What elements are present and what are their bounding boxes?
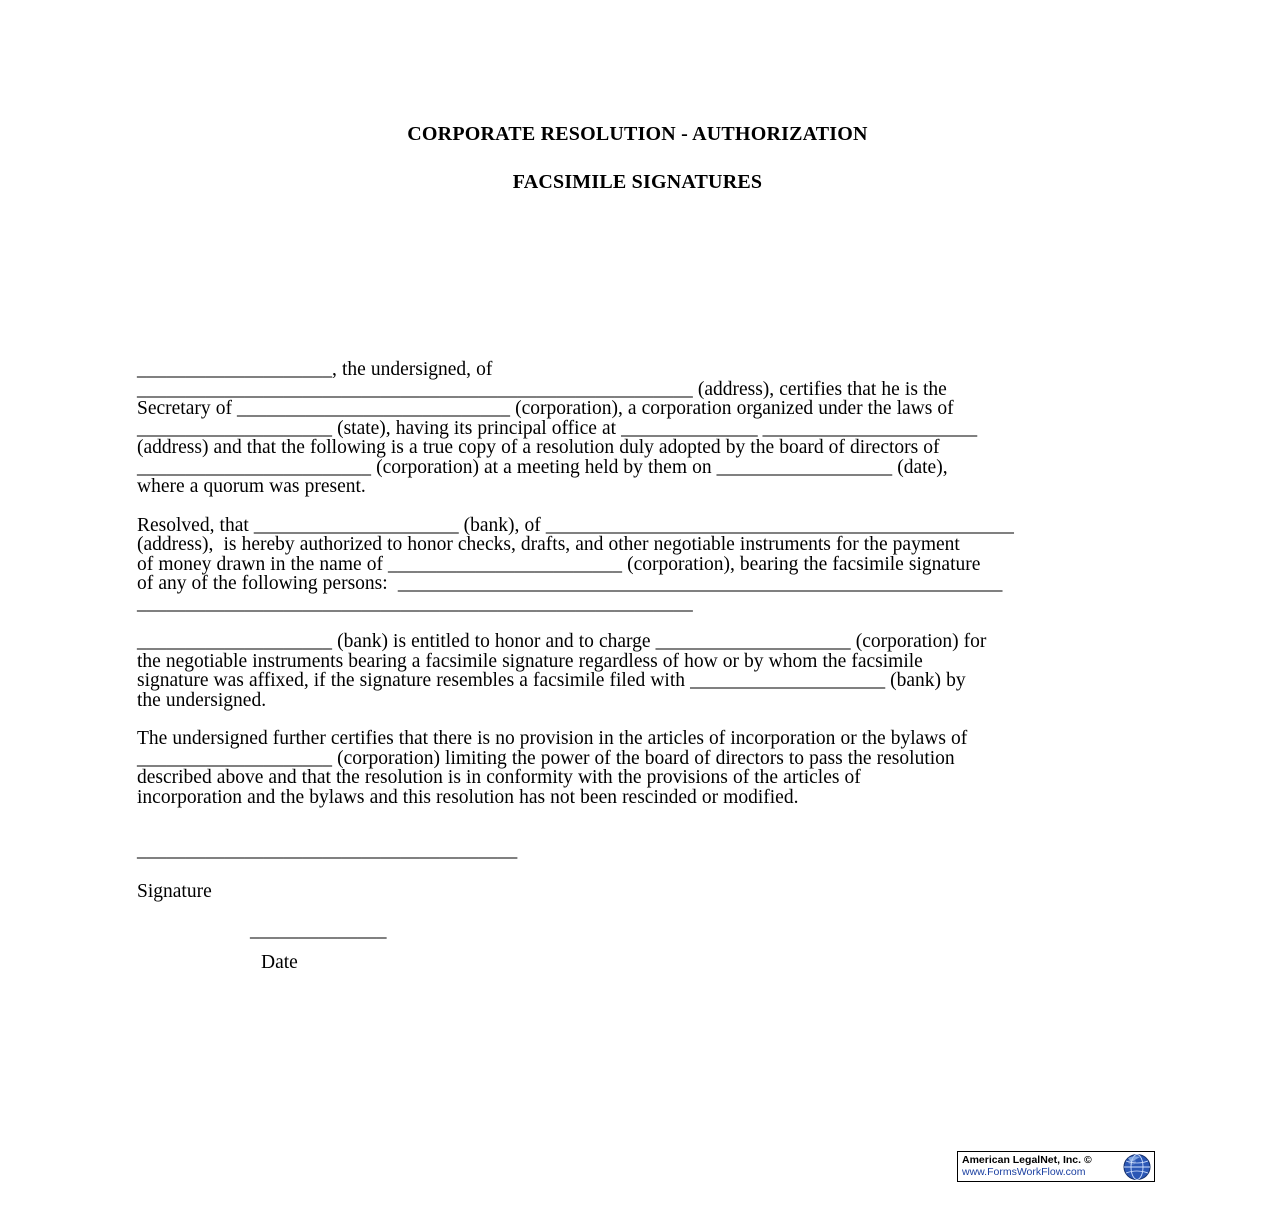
paragraph-line: ____________________ (corporation) limiting the power of the board of directors to pass the resolution	[137, 747, 955, 769]
paragraph-further-certification	[137, 729, 1195, 807]
paragraph-line: signature was affixed, if the signature resembles a facsimile filed with ____________________ (bank) by	[137, 670, 966, 691]
paragraph-line: of money drawn in the name of ________________________ (corporation), bearing the facsimile signature	[137, 553, 981, 575]
paragraph-line: the negotiable instruments bearing a facsimile signature regardless of how or by whom the facsimile	[137, 650, 923, 672]
paragraph-line: incorporation and the bylaws and this resolution has not been rescinded or modified.	[137, 786, 799, 808]
page-subtitle: FACSIMILE SIGNATURES	[512, 171, 763, 193]
footer-badge[interactable]	[957, 1151, 1155, 1182]
paragraph-certification	[137, 360, 1195, 497]
paragraph-line: Secretary of ____________________________ (corporation), a corporation organized under the laws of	[137, 398, 954, 419]
paragraph-line: the undersigned.	[137, 689, 267, 711]
footer-website-link[interactable]: www.FormsWorkFlow.com	[962, 1165, 1086, 1178]
footer-text	[958, 1155, 1120, 1177]
document-body	[137, 359, 1195, 973]
title-block	[0, 122, 1275, 194]
paragraph-line: The undersigned further certifies that there is no provision in the articles of incorporation or the bylaws of	[137, 728, 968, 749]
globe-icon	[1120, 1152, 1154, 1181]
paragraph-line: ____________________ (state), having its principal office at ______________ ______________________	[137, 417, 978, 439]
date-line: ______________	[250, 920, 387, 941]
paragraph-line: (address), is hereby authorized to honor checks, drafts, and other negotiable instruments for the payment	[137, 534, 960, 555]
paragraph-line: where a quorum was present.	[137, 476, 366, 497]
document-page	[0, 122, 1275, 1222]
paragraph-bank-honor	[137, 632, 1195, 710]
paragraph-line: Resolved, that _____________________ (bank), of ________________________________________________	[137, 514, 1014, 536]
paragraph-line: (address) and that the following is a true copy of a resolution duly adopted by the board of directors of	[137, 437, 940, 458]
footer-company: American LegalNet, Inc. ©	[962, 1154, 1092, 1167]
signature-line: _______________________________________	[137, 840, 518, 861]
signature-label: Signature	[137, 880, 212, 902]
date-label: Date	[261, 952, 298, 973]
paragraph-line: of any of the following persons: ______________________________________________________________	[137, 573, 1003, 594]
paragraph-line: ____________________ (bank) is entitled to honor and to charge ____________________ (corporation) for	[137, 631, 987, 652]
paragraph-line: _________________________________________________________	[137, 592, 693, 614]
page-title: CORPORATE RESOLUTION - AUTHORIZATION	[407, 123, 868, 145]
paragraph-line: described above and that the resolution is in conformity with the provisions of the articles of	[137, 767, 861, 788]
paragraph-line: ____________________, the undersigned, of	[137, 359, 493, 380]
paragraph-line: _________________________________________________________ (address), certifies that he is the	[137, 378, 947, 400]
paragraph-line: ________________________ (corporation) at a meeting held by them on __________________ (date),	[137, 456, 948, 478]
paragraph-resolved	[137, 516, 1195, 614]
